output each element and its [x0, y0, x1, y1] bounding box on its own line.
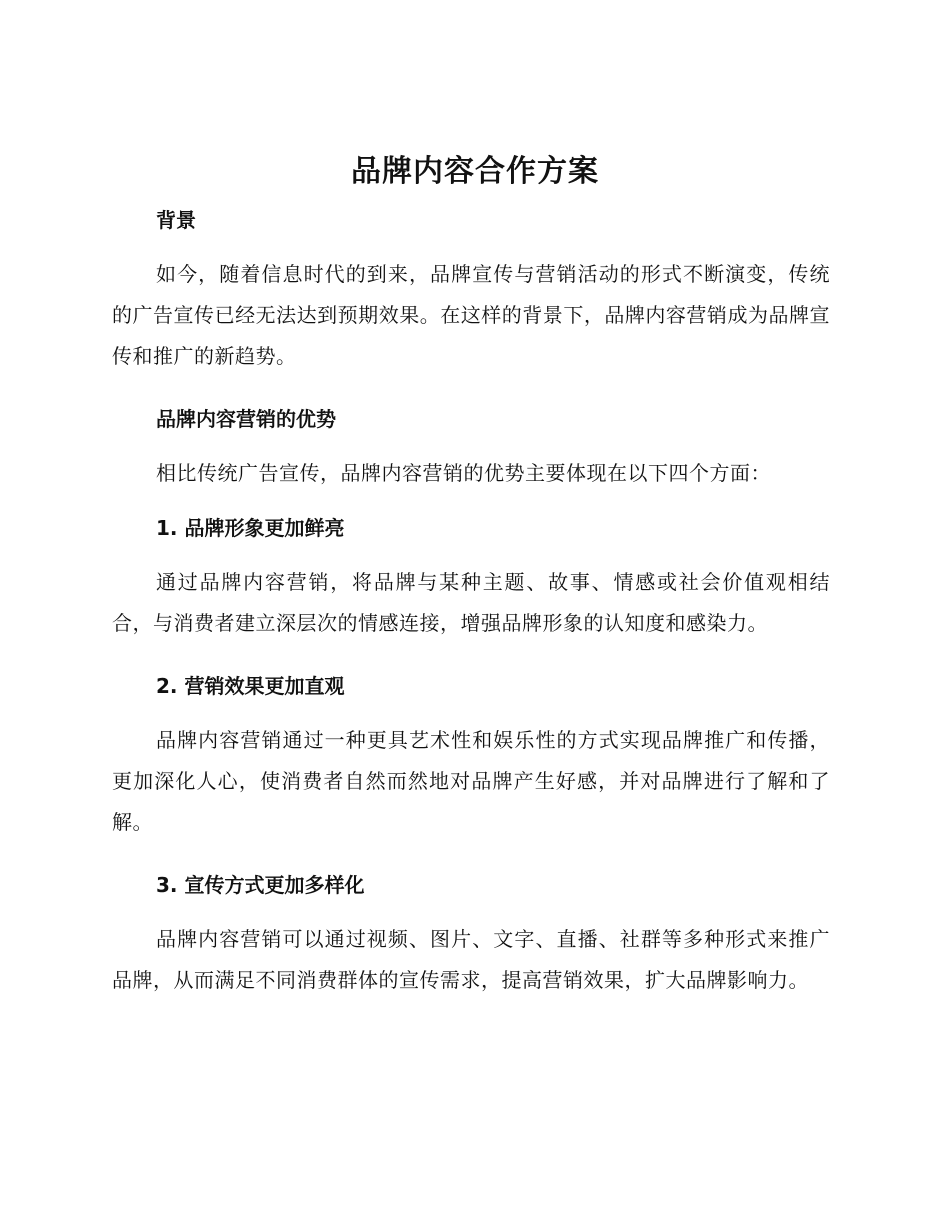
paragraph-point-3: 品牌内容营销可以通过视频、图片、文字、直播、社群等多种形式来推广品牌，从而满足不同消费群体的宣传需求，提高营销效果，扩大品牌影响力。: [112, 927, 830, 992]
section-heading-point-1: 1. 品牌形象更加鲜亮: [156, 516, 345, 540]
document-title: 品牌内容合作方案: [351, 154, 599, 189]
section-heading-point-2: 2. 营销效果更加直观: [156, 674, 345, 698]
paragraph-point-1: 通过品牌内容营销，将品牌与某种主题、故事、情感或社会价值观相结合，与消费者建立深层次的情感连接，增强品牌形象的认知度和感染力。: [112, 570, 830, 635]
section-heading-advantages: 品牌内容营销的优势: [156, 407, 336, 431]
section-heading-point-3: 3. 宣传方式更加多样化: [156, 873, 365, 897]
document-body: [112, 198, 830, 1001]
section-heading-background: 背景: [156, 208, 196, 232]
paragraph-advantages-intro: 相比传统广告宣传，品牌内容营销的优势主要体现在以下四个方面：: [156, 461, 771, 485]
paragraph-background: 如今，随着信息时代的到来，品牌宣传与营销活动的形式不断演变，传统的广告宣传已经无法达到预期效果。在这样的背景下，品牌内容营销成为品牌宣传和推广的新趋势。: [112, 262, 830, 368]
paragraph-point-2: 品牌内容营销通过一种更具艺术性和娱乐性的方式实现品牌推广和传播，更加深化人心，使消费者自然而然地对品牌产生好感，并对品牌进行了解和了解。: [112, 728, 830, 834]
